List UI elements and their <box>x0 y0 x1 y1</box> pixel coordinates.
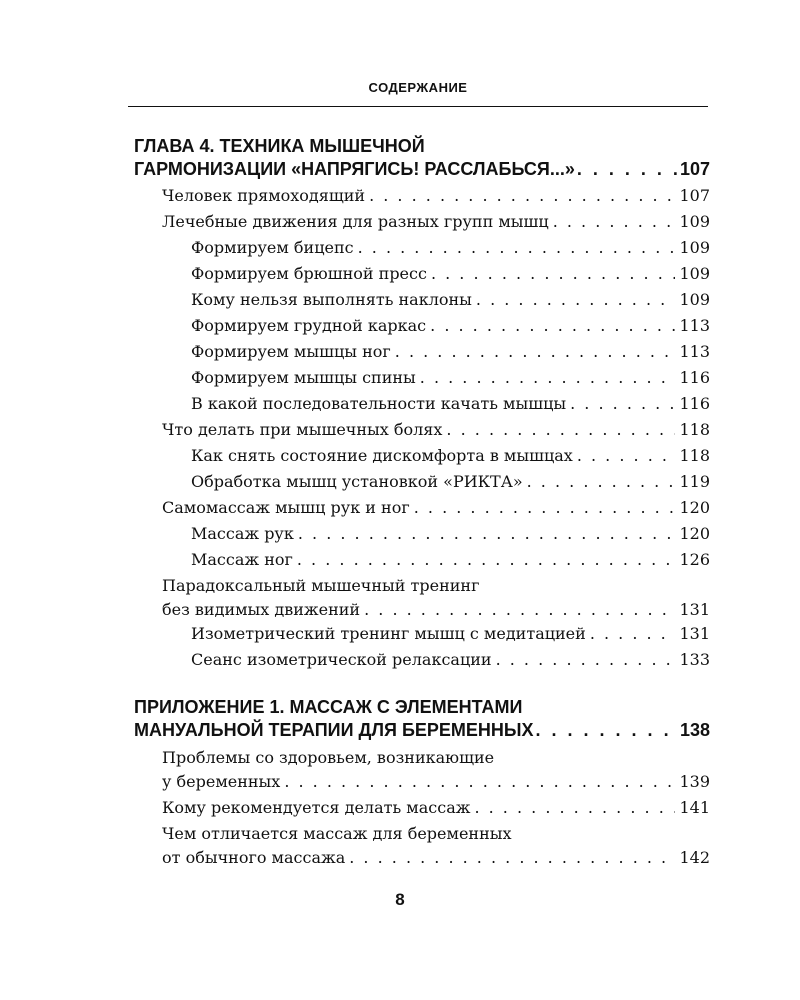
toc-entry <box>162 418 710 442</box>
entry-page: 107 <box>679 186 710 205</box>
toc-subentry <box>191 366 710 390</box>
entry-title: Формируем бицепс <box>191 238 354 257</box>
entry-title: Формируем мышцы спины <box>191 368 416 387</box>
appendix-heading <box>134 696 710 742</box>
toc-subentry <box>191 236 710 260</box>
toc-entry <box>162 822 710 870</box>
toc-subentry <box>191 470 710 494</box>
toc-subentry <box>191 548 710 572</box>
entry-title: Обработка мышц установкой «РИКТА» <box>191 472 523 491</box>
entry-page: 126 <box>679 550 710 569</box>
toc-subentry <box>191 262 710 286</box>
toc-subentry <box>191 522 710 546</box>
entry-title: Массаж рук <box>191 524 294 543</box>
entry-page: 109 <box>679 264 710 283</box>
entry-page: 113 <box>679 342 710 361</box>
entry-page: 119 <box>679 472 710 491</box>
entry-page: 131 <box>679 600 710 619</box>
chapter-title-line2: ГАРМОНИЗАЦИИ «НАПРЯГИСЬ! РАССЛАБЬСЯ...» <box>134 159 575 179</box>
appendix-page-number: 138 <box>679 720 710 740</box>
entry-title: Человек прямоходящий <box>162 186 366 205</box>
entry-title-line1: Чем отличается массаж для беременных <box>162 824 512 843</box>
entry-page: 113 <box>679 316 710 335</box>
page-number: 8 <box>395 890 405 909</box>
toc-entry <box>162 574 710 622</box>
entry-page: 139 <box>679 772 710 791</box>
toc-entry <box>162 746 710 794</box>
entry-title: Лечебные движения для разных групп мышц <box>162 212 549 231</box>
entry-title-line2: от обычного массажа <box>162 848 346 867</box>
toc-subentry <box>191 648 710 672</box>
running-head: СОДЕРЖАНИЕ <box>368 80 468 95</box>
entry-title: Формируем мышцы ног <box>191 342 391 361</box>
chapter-page-number: 107 <box>679 159 710 179</box>
entry-page: 109 <box>679 212 710 231</box>
entry-title: Изометрический тренинг мышц с медитацией <box>191 624 586 643</box>
entry-page: 109 <box>679 290 710 309</box>
toc-entry <box>162 210 710 234</box>
entry-page: 142 <box>679 848 710 867</box>
entry-page: 109 <box>679 238 710 257</box>
entry-page: 133 <box>679 650 710 669</box>
entry-page: 120 <box>679 498 710 517</box>
entry-title: Самомассаж мышц рук и ног <box>162 498 410 517</box>
entry-title: Массаж ног <box>191 550 293 569</box>
toc-subentry <box>191 444 710 468</box>
entry-title: Формируем грудной каркас <box>191 316 427 335</box>
header-rule <box>128 106 708 107</box>
entry-title: Что делать при мышечных болях <box>162 420 443 439</box>
toc-entry <box>162 796 710 820</box>
entry-title: Сеанс изометрической релаксации <box>191 650 492 669</box>
entry-page: 120 <box>679 524 710 543</box>
toc-subentry <box>191 288 710 312</box>
entry-title: Кому нельзя выполнять наклоны <box>191 290 472 309</box>
entry-title-line2: без видимых движений <box>162 600 361 619</box>
appendix-title-line2: МАНУАЛЬНОЙ ТЕРАПИИ ДЛЯ БЕРЕМЕННЫХ <box>134 720 534 740</box>
entry-page: 131 <box>679 624 710 643</box>
toc-subentry <box>191 392 710 416</box>
entry-page: 118 <box>679 446 710 465</box>
chapter-title-line1: ГЛАВА 4. ТЕХНИКА МЫШЕЧНОЙ <box>134 136 425 156</box>
entry-page: 116 <box>679 368 710 387</box>
appendix-title-line1: ПРИЛОЖЕНИЕ 1. МАССАЖ С ЭЛЕМЕНТАМИ <box>134 697 523 717</box>
entry-title: Кому рекомендуется делать массаж <box>162 798 471 817</box>
entry-page: 141 <box>679 798 710 817</box>
entry-title-line1: Проблемы со здоровьем, возникающие <box>162 748 495 767</box>
entry-title: Как снять состояние дискомфорта в мышцах <box>191 446 573 465</box>
toc-subentry <box>191 314 710 338</box>
toc-subentry <box>191 622 710 646</box>
toc-subentry <box>191 340 710 364</box>
entry-title-line2: у беременных <box>162 772 281 791</box>
entry-page: 116 <box>679 394 710 413</box>
entry-title: Формируем брюшной пресс <box>191 264 427 283</box>
entry-page: 118 <box>679 420 710 439</box>
entry-title-line1: Парадоксальный мышечный тренинг <box>162 576 480 595</box>
toc-entry <box>162 184 710 208</box>
chapter-heading <box>134 135 710 181</box>
toc-entry <box>162 496 710 520</box>
entry-title: В какой последовательности качать мышцы <box>191 394 567 413</box>
